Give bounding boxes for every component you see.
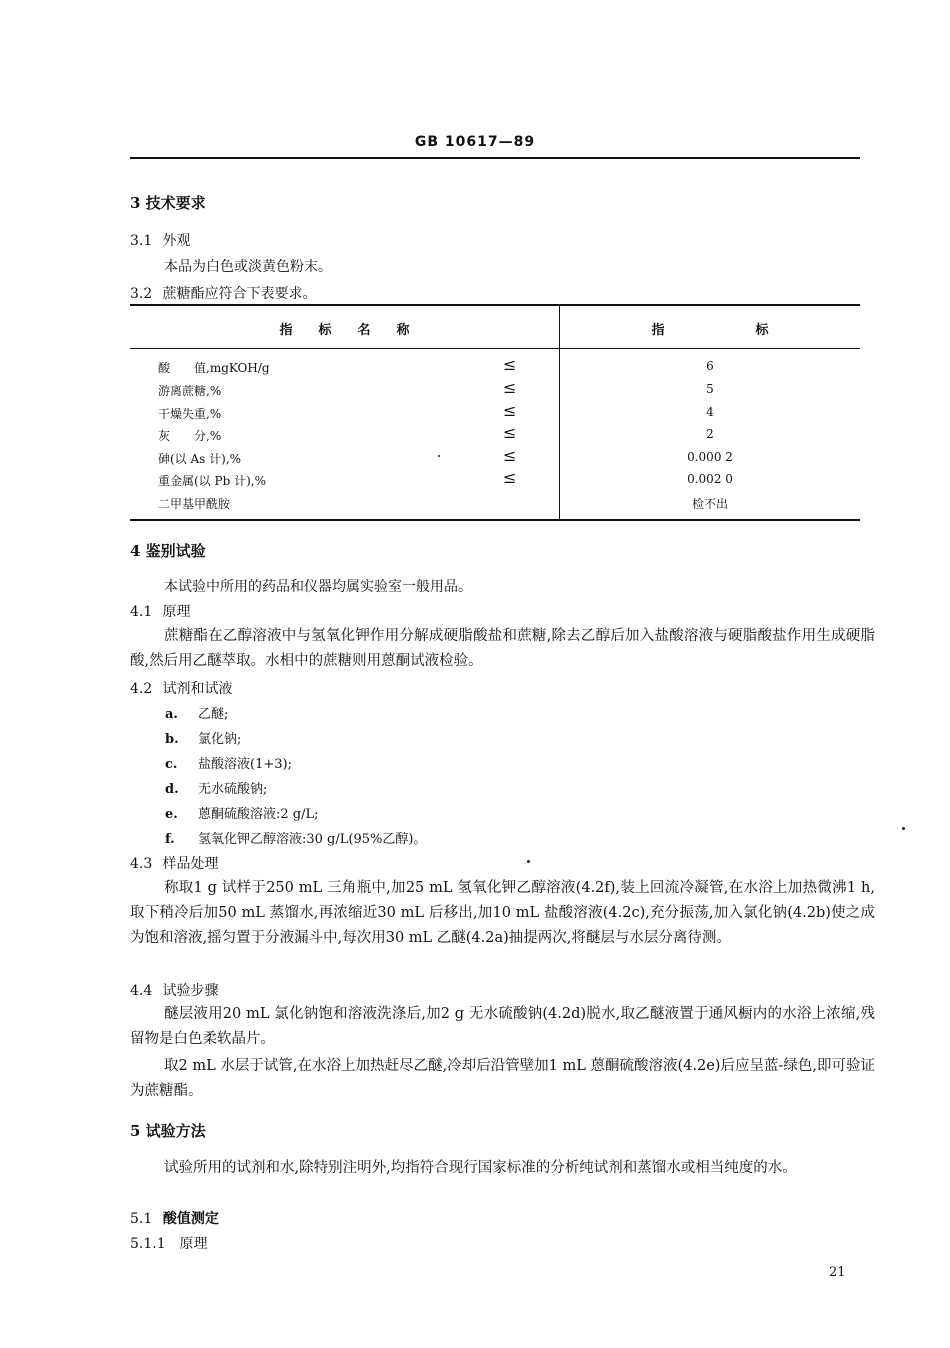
table-row-name: 干燥失重,% bbox=[158, 407, 222, 421]
table-top-rule bbox=[130, 304, 860, 306]
section-3-1-heading bbox=[130, 230, 190, 250]
section-number: 3.1 bbox=[130, 233, 153, 249]
section-4-3-text: 称取1 g 试样于250 mL 三角瓶中,加25 mL 氢氧化钾乙醇溶液(4.2f),装上回流冷凝管,在水浴上加热微沸1 h,取下稍冷后加50 mL 蒸馏水,再浓缩近30 mL 后移出,加10 mL 盐酸溶液(4.2c),充分振荡,加入氯化钠(4.2b)使之成为饱和溶液,摇匀置于分液漏斗中,每次用30 mL 乙醚(4.2a)抽提两次,将醚层与水层分离待测。 bbox=[130, 880, 875, 946]
section-4-2-title: 试剂和试液 bbox=[162, 681, 233, 697]
table-row-value: 0.000 2 bbox=[687, 450, 733, 464]
list-item bbox=[165, 703, 228, 722]
table-row-name: 酸 值,mgKOH/g bbox=[158, 361, 270, 375]
section-4-4-text-1: 醚层液用20 mL 氯化钠饱和溶液洗涤后,加2 g 无水硫酸钠(4.2d)脱水,取乙醚液置于通风橱内的水浴上浓缩,残留物是白色柔软晶片。 bbox=[130, 1006, 875, 1047]
table-row-value: 5 bbox=[706, 382, 714, 396]
section-4-4-heading bbox=[130, 980, 218, 1000]
section-5-1-heading bbox=[130, 1208, 219, 1228]
section-4-title: 4 鉴别试验 bbox=[130, 542, 206, 560]
table-row-cmp: ≤ bbox=[503, 378, 517, 397]
table-row-name: 游离蔗糖,% bbox=[158, 384, 222, 398]
section-number: 5.1.1 bbox=[130, 1236, 166, 1252]
table-row-name: 二甲基甲酰胺 bbox=[158, 497, 231, 511]
scan-speck bbox=[438, 455, 440, 457]
list-item-label: e. bbox=[165, 807, 178, 822]
standard-header: GB 10617—89 bbox=[414, 134, 536, 150]
section-number: 4.3 bbox=[130, 856, 153, 872]
section-3-1-title: 外观 bbox=[162, 233, 191, 249]
section-5-1-1-title: 原理 bbox=[179, 1236, 208, 1252]
table-row-name: 重金属(以 Pb 计),% bbox=[158, 474, 266, 488]
table-row-cmp: ≤ bbox=[503, 468, 517, 487]
list-item bbox=[165, 753, 292, 772]
table-row-name: 灰 分,% bbox=[158, 429, 222, 443]
section-4-3-heading bbox=[130, 853, 218, 873]
list-item-text: 氯化钠; bbox=[198, 732, 242, 747]
scan-speck bbox=[527, 860, 530, 863]
table-row-cmp: ≤ bbox=[503, 355, 517, 374]
table-header-name: 指 标 名 称 bbox=[279, 323, 410, 338]
list-item bbox=[165, 728, 241, 747]
list-item-text: 氢氧化钾乙醇溶液:30 g/L(95%乙醇)。 bbox=[198, 832, 427, 847]
list-item-text: 蒽酮硫酸溶液:2 g/L; bbox=[198, 807, 319, 822]
section-3-2-title: 蔗糖酯应符合下表要求。 bbox=[162, 286, 317, 302]
list-item-label: b. bbox=[165, 732, 179, 747]
table-row-value: 2 bbox=[706, 427, 714, 441]
table-row-name: 砷(以 As 计),% bbox=[158, 452, 242, 466]
section-4-intro: 本试验中所用的药品和仪器均属实验室一般用品。 bbox=[164, 579, 472, 595]
section-5-intro: 试验所用的试剂和水,除特别注明外,均指符合现行国家标准的分析纯试剂和蒸馏水或相当纯度的水。 bbox=[164, 1160, 797, 1176]
section-3-1-text: 本品为白色或淡黄色粉末。 bbox=[164, 259, 332, 275]
section-4-4-title: 试验步骤 bbox=[162, 983, 219, 999]
section-number: 4.1 bbox=[130, 604, 153, 620]
list-item-text: 无水硫酸钠; bbox=[198, 782, 268, 797]
table-row-value: 4 bbox=[706, 405, 714, 419]
section-4-1-title: 原理 bbox=[162, 604, 191, 620]
list-item bbox=[165, 828, 426, 847]
table-row-cmp: ≤ bbox=[503, 401, 517, 420]
section-5-title: 5 试验方法 bbox=[130, 1122, 206, 1140]
section-4-2-heading bbox=[130, 678, 232, 698]
section-5-1-title: 酸值测定 bbox=[162, 1211, 219, 1227]
table-row-cmp: ≤ bbox=[503, 446, 517, 465]
table-bottom-rule bbox=[130, 519, 860, 521]
list-item-label: c. bbox=[165, 757, 178, 772]
header-rule bbox=[130, 157, 860, 159]
section-number: 4.4 bbox=[130, 983, 153, 999]
scan-speck bbox=[902, 827, 905, 830]
section-number: 3.2 bbox=[130, 286, 153, 302]
section-4-4-text-2: 取2 mL 水层于试管,在水浴上加热赶尽乙醚,冷却后沿管壁加1 mL 蒽酮硫酸溶液(4.2e)后应呈蓝-绿色,即可验证为蔗糖酯。 bbox=[130, 1058, 875, 1099]
list-item bbox=[165, 778, 267, 797]
list-item-label: d. bbox=[165, 782, 179, 797]
table-header-rule bbox=[130, 348, 860, 349]
list-item-label: a. bbox=[165, 707, 178, 722]
table-row-value: 检不出 bbox=[691, 497, 728, 511]
page-number: 21 bbox=[829, 1265, 846, 1280]
section-4-3-title: 样品处理 bbox=[162, 856, 219, 872]
table-header-value: 指 标 bbox=[651, 323, 769, 338]
section-number: 5.1 bbox=[130, 1211, 153, 1227]
section-4-1-text: 蔗糖酯在乙醇溶液中与氢氧化钾作用分解成硬脂酸盐和蔗糖,除去乙醇后加入盐酸溶液与硬脂酸盐作用生成硬脂酸,然后用乙醚萃取。水相中的蔗糖则用蒽酮试液检验。 bbox=[130, 628, 875, 669]
list-item-text: 盐酸溶液(1+3); bbox=[198, 757, 292, 772]
list-item bbox=[165, 803, 319, 822]
table-row-cmp: ≤ bbox=[503, 423, 517, 442]
list-item-label: f. bbox=[165, 832, 175, 847]
section-3-2-heading bbox=[130, 283, 316, 303]
table-row-value: 6 bbox=[706, 359, 714, 373]
section-3-title: 3 技术要求 bbox=[130, 194, 206, 212]
table-row-value: 0.002 0 bbox=[687, 472, 733, 486]
list-item-text: 乙醚; bbox=[198, 707, 229, 722]
section-5-1-1-heading bbox=[130, 1233, 207, 1253]
section-4-1-heading bbox=[130, 601, 190, 621]
section-number: 4.2 bbox=[130, 681, 153, 697]
